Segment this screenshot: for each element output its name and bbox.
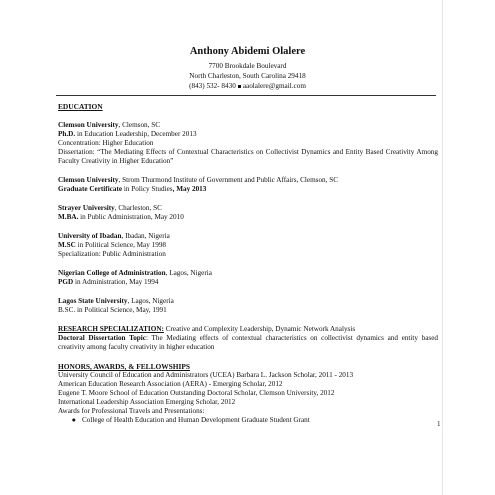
- degree-detail: in Policy Studies: [122, 185, 173, 193]
- school-name: Lagos State University: [58, 297, 128, 305]
- degree-detail: in Education Leadership, December 2013: [75, 130, 197, 138]
- school-name: Clemson University: [58, 121, 119, 129]
- school-location: , Lagos, Nigeria: [127, 297, 174, 305]
- resume-body: [58, 102, 438, 425]
- school-location: , Strom Thurmond Institute of Government and Public Affairs, Clemson, SC: [118, 176, 339, 184]
- education-entry-clemson-certificate: [58, 176, 438, 194]
- applicant-name: Anthony Abidemi Olalere: [189, 46, 306, 57]
- honor-item: University Council of Education and Administrators (UCEA) Barbara L. Jackson Scholar, 2011 - 2013: [58, 371, 354, 379]
- phone-number: (843) 532- 8430: [189, 82, 236, 90]
- degree-detail: in Administration, May 1994: [73, 278, 159, 286]
- concentration-value: : Higher Education: [98, 139, 154, 147]
- dissertation-text: Dissertation: “The Mediating Effects of Contextual Characteristics on Collectivist Dynamics and Entity Based Creativity Among Faculty Creativity in Higher Education”: [58, 148, 438, 165]
- separator-icon: [238, 85, 241, 88]
- degree-name: Graduate Certificate: [58, 185, 123, 193]
- degree-detail: in Public Administration, May 2010: [78, 213, 184, 221]
- honor-item: Awards for Professional Travels and Presentations:: [58, 407, 205, 415]
- degree-abbr: M.BA.: [58, 213, 79, 221]
- school-name: University of Ibadan: [58, 232, 122, 240]
- bullet-icon: ●: [71, 416, 76, 424]
- address-line-1: 7700 Brookdale Boulevard: [208, 62, 287, 70]
- page-number: 1: [437, 420, 441, 428]
- degree-detail: in Political Science, May 1998: [75, 241, 167, 249]
- specialization-text: Specialization: Public Administration: [58, 250, 166, 258]
- school-name: Strayer University: [58, 204, 115, 212]
- degree-abbr: Ph.D.: [58, 130, 76, 138]
- degree-detail: B.SC. in Political Science, May, 1991: [58, 306, 167, 314]
- research-section: [58, 325, 438, 352]
- contact-line: [0, 81, 495, 91]
- research-specialization: Creative and Complexity Leadership, Dynamic Network Analysis: [163, 325, 356, 333]
- dissertation-topic-label: Doctoral Dissertation Topic: [58, 334, 146, 342]
- email-address: aaolalere@gmail.com: [242, 82, 306, 90]
- education-heading: EDUCATION: [58, 102, 103, 111]
- education-entry-clemson-phd: [58, 121, 438, 166]
- education-entry-strayer: [58, 204, 438, 222]
- education-entry-ncoa: [58, 269, 438, 287]
- header-divider: [56, 95, 436, 96]
- resume-header: [0, 45, 495, 91]
- school-location: , Ibadan, Nigeria: [121, 232, 170, 240]
- dissertation-topic-text: : The Mediating effects of contextual characteristics on collectivist dynamics and entity based creativity among faculty creativity in higher education: [58, 334, 439, 351]
- honor-item: International Leadership Association Emerging Scholar, 2012: [58, 398, 236, 406]
- address-line-2: North Charleston, South Carolina 29418: [189, 72, 306, 80]
- honors-heading: HONORS, AWARDS, & FELLOWSHIPS: [58, 362, 191, 371]
- education-entry-lasu: [58, 297, 438, 315]
- honors-section: [58, 362, 438, 425]
- honor-bullet-item: [58, 416, 438, 425]
- research-heading: RESEARCH SPECIALIZATION:: [58, 325, 164, 333]
- degree-abbr: M.SC: [58, 241, 76, 249]
- education-entry-ibadan: [58, 232, 438, 259]
- concentration-label: Concentration: [58, 139, 99, 147]
- school-location: , Clemson, SC: [118, 121, 161, 129]
- degree-date: , May 2013: [172, 185, 207, 193]
- school-location: , Charleston, SC: [114, 204, 162, 212]
- honor-item: Eugene T. Moore School of Education Outstanding Doctoral Scholar, Clemson University, 2012: [58, 389, 335, 397]
- school-location: , Lagos, Nigeria: [165, 269, 212, 277]
- honor-item: American Education Research Association (AERA) - Emerging Scholar, 2012: [58, 380, 283, 388]
- bullet-text: College of Health Education and Human Development Graduate Student Grant: [82, 416, 310, 424]
- school-name: Nigerian College of Administration: [58, 269, 166, 277]
- school-name: Clemson University: [58, 176, 119, 184]
- degree-abbr: PGD: [58, 278, 74, 286]
